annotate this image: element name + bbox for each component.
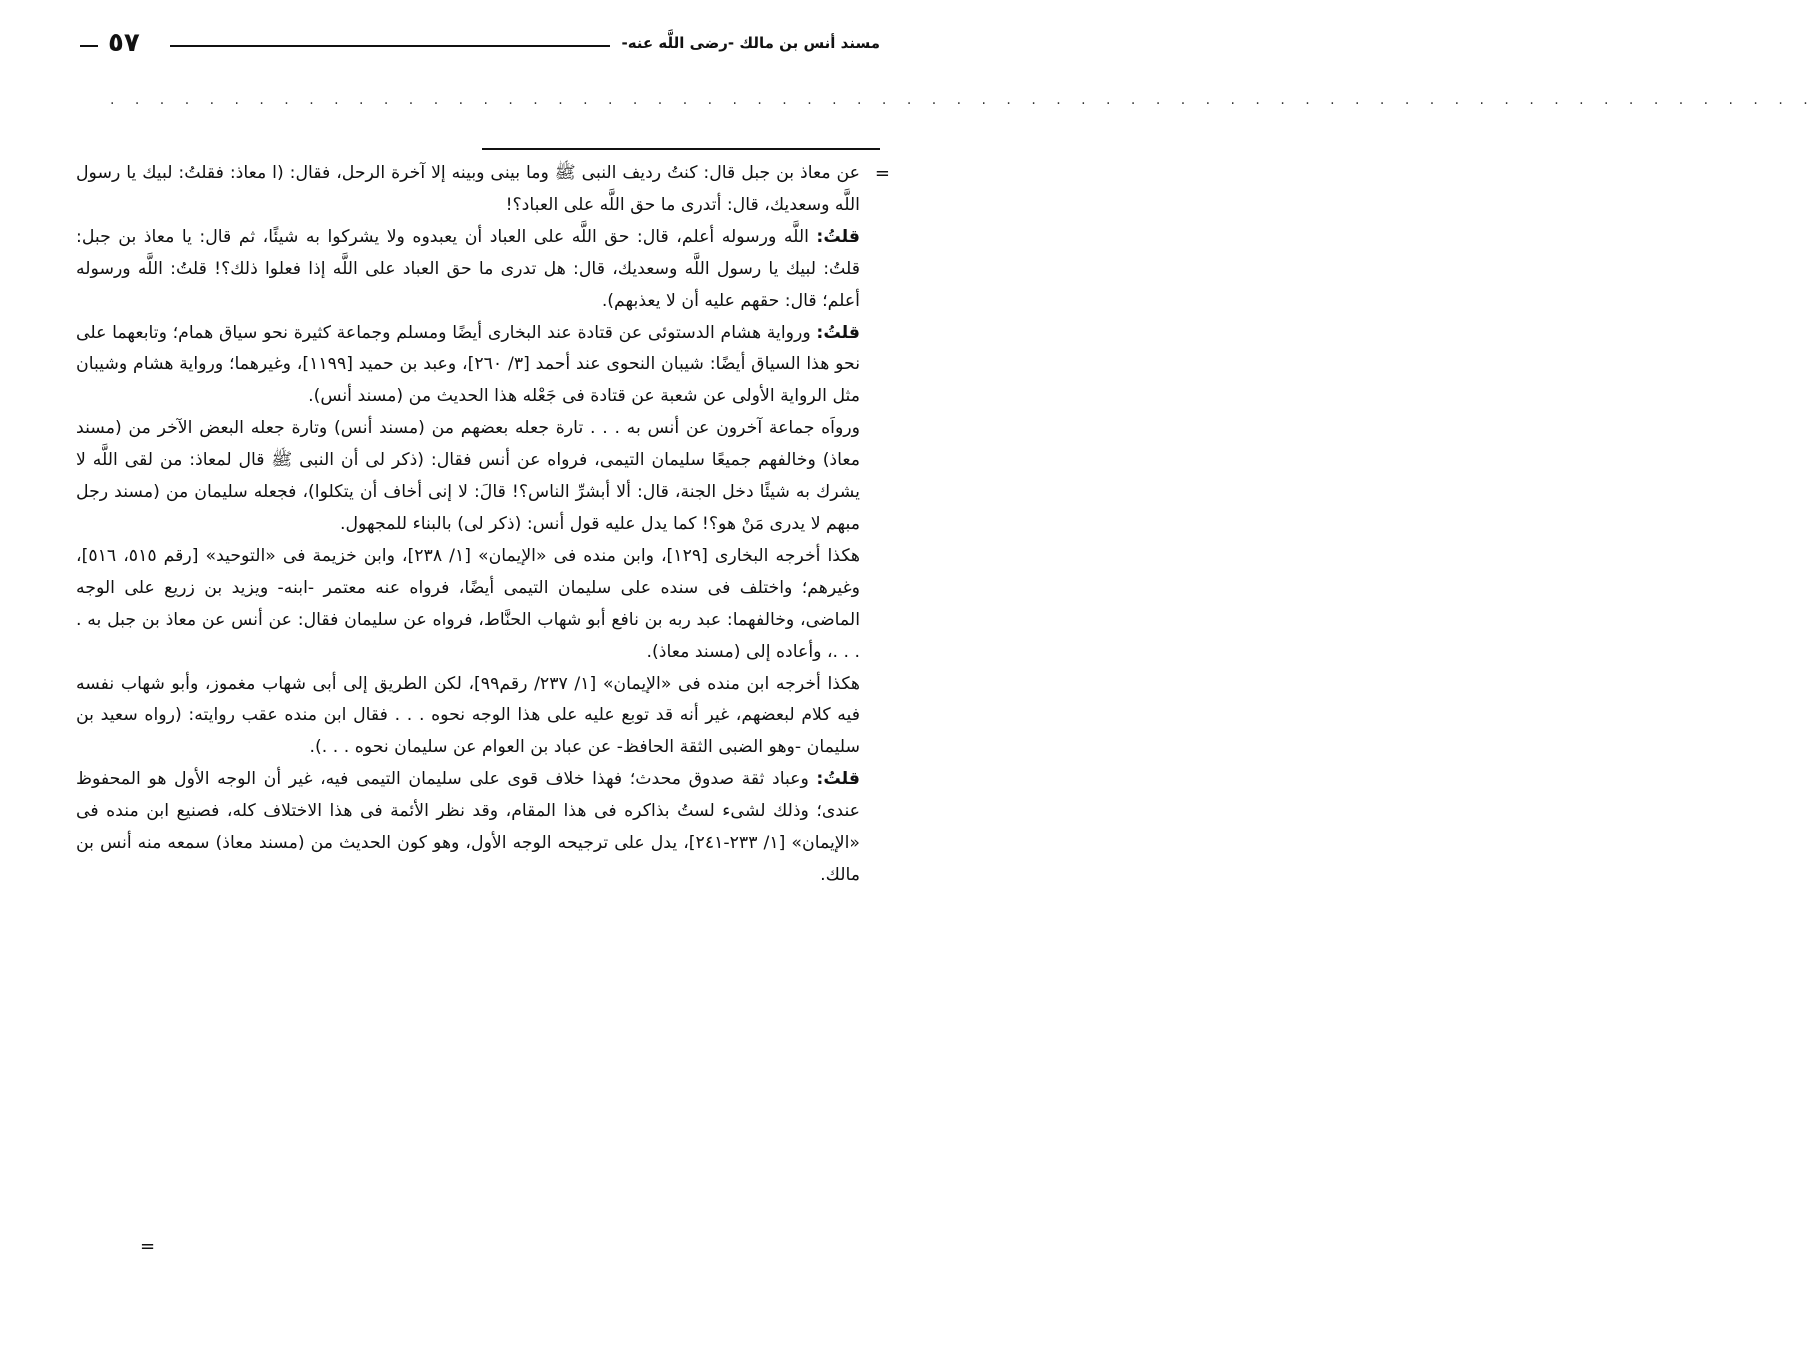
paragraph-5 (76, 541, 860, 669)
paragraph-lead: قلتُ: (816, 322, 860, 343)
footnote-rule (482, 148, 880, 150)
paragraph-text: هكذا أخرجه ابن منده فى «الإيمان» [١/ ٢٣٧/ رقم٩٩]، لكن الطريق إلى أبى شهاب مغموز، وأبو شهاب نفسه فيه كلام لبعضهم، غير أنه قد توبع عليه على هذا الوجه نحوه . . . فقال ابن منده عقب روايته: (رواه سعيد بن سليمان -وهو الضبى الثقة الحافظ- عن عباد بن العوام عن سليمان نحوه . . .). (76, 673, 860, 758)
paragraph-7 (76, 764, 860, 892)
footnote-body (76, 158, 860, 892)
continuation-marker-start: = (874, 163, 890, 184)
paragraph-6 (76, 669, 860, 765)
paragraph-4 (76, 413, 860, 541)
paragraph-text: اللَّه ورسوله أعلم، قال: حق اللَّه على العباد أن يعبدوه ولا يشركوا به شيئًا، ثم قال: يا معاذ بن جبل: قلتُ: لبيك يا رسول اللَّه وسعديك، قال: هل تدرى ما حق العباد على اللَّه إذا فعلوا ذلك؟! قلتُ: اللَّه ورسوله أعلم؛ قال: حقهم عليه أن لا يعذبهم). (76, 226, 860, 311)
running-title: مسند أنس بن مالك -رضى اللَّه عنه- (621, 34, 880, 52)
running-header (80, 28, 880, 60)
paragraph-3 (76, 318, 860, 414)
paragraph-lead: قلتُ: (816, 769, 860, 790)
header-rule (170, 45, 610, 47)
paragraph-text: ورواية هشام الدستوئى عن قتادة عند البخارى أيضًا ومسلم وجماعة كثيرة نحو سياق همام؛ وتابعهما على نحو هذا السياق أيضًا: شيبان النحوى عند أحمد [٣/ ٢٦٠]، وعبد بن حميد [١١٩٩]، وغيرهما؛ ورواية هشام وشيبان مثل الرواية الأولى عن شعبة عن قتادة فى جَعْله هذا الحديث من (مسند أنس). (76, 322, 860, 407)
paragraph-text: هكذا أخرجه البخارى [١٢٩]، وابن منده فى «الإيمان» [١/ ٢٣٨]، وابن خزيمة فى «التوحيد» [رقم ٥١٥، ٥١٦]، وغيرهم؛ واختلف فى سنده على سليمان التيمى أيضًا، فرواه عنه معتمر -ابنه- ويزيد بن زريع على الوجه الماضى، وخالفهما: عبد ربه بن نافع أبو شهاب الحنَّاط، فرواه عن سليمان فقال: عن أنس عن معاذ بن جبل به . . . .، وأعاده إلى (مسند معاذ). (76, 545, 860, 662)
page-number: ٥٧ (108, 28, 140, 58)
paragraph-text: وعباد ثقة صدوق محدث؛ فهذا خلاف قوى على سليمان التيمى فيه، غير أن الوجه الأول هو المحفوظ عندى؛ وذلك لشىء لستُ بذاكره فى هذا المقام، وقد نظر الأئمة فى هذا الاختلاف كله، فصنيع ابن منده فى «الإيمان» [١/ ٢٣٣-٢٤١]، يدل على ترجيحه الوجه الأول، وهو كون الحديث من (مسند معاذ) سمعه منه أنس بن مالك. (76, 769, 860, 885)
paragraph-1 (76, 158, 860, 222)
paragraph-text: عن معاذ بن جبل قال: كنتُ رديف النبى ﷺ وما بينى وبينه إلا آخرة الرحل، فقال: (ا معاذ: فقلتُ: لبيك يا رسول اللَّه وسعديك، قال: أتدرى ما حق اللَّه على العباد؟! (76, 163, 860, 215)
header-dash (80, 45, 98, 47)
paragraph-lead: قلتُ: (816, 226, 860, 247)
paragraph-2 (76, 222, 860, 318)
paragraph-text: ورواَه جماعة آخرون عن أنس به . . . تارة جعله بعضهم من (مسند أنس) وتارة جعله البعض الآخر من (مسند معاذ) وخالفهم جميعًا سليمان التيمى، فرواه عن أنس فقال: (ذكر لى أن النبى ﷺ قال لمعاذ: من لقى اللَّه لا يشرك به شيئًا دخل الجنة، قال: ألا أبشرِّ الناس؟! قالَ: لا إنى أخاف أن يتكلوا)، فجعله سليمان من (مسند رجل مبهم لا يدرى مَنْ هو؟! كما يدل عليه قول أنس: (ذكر لى) بالبناء للمجهول. (76, 418, 860, 534)
dotted-separator: . . . . . . . . . . . . . . . . . . . . . . . . . . . . . . . . . . . . . . . . . . . . . . . . . . . . . . . . . . . . . . . . . . . . . (110, 92, 1816, 108)
continuation-marker-end: = (140, 1236, 156, 1257)
